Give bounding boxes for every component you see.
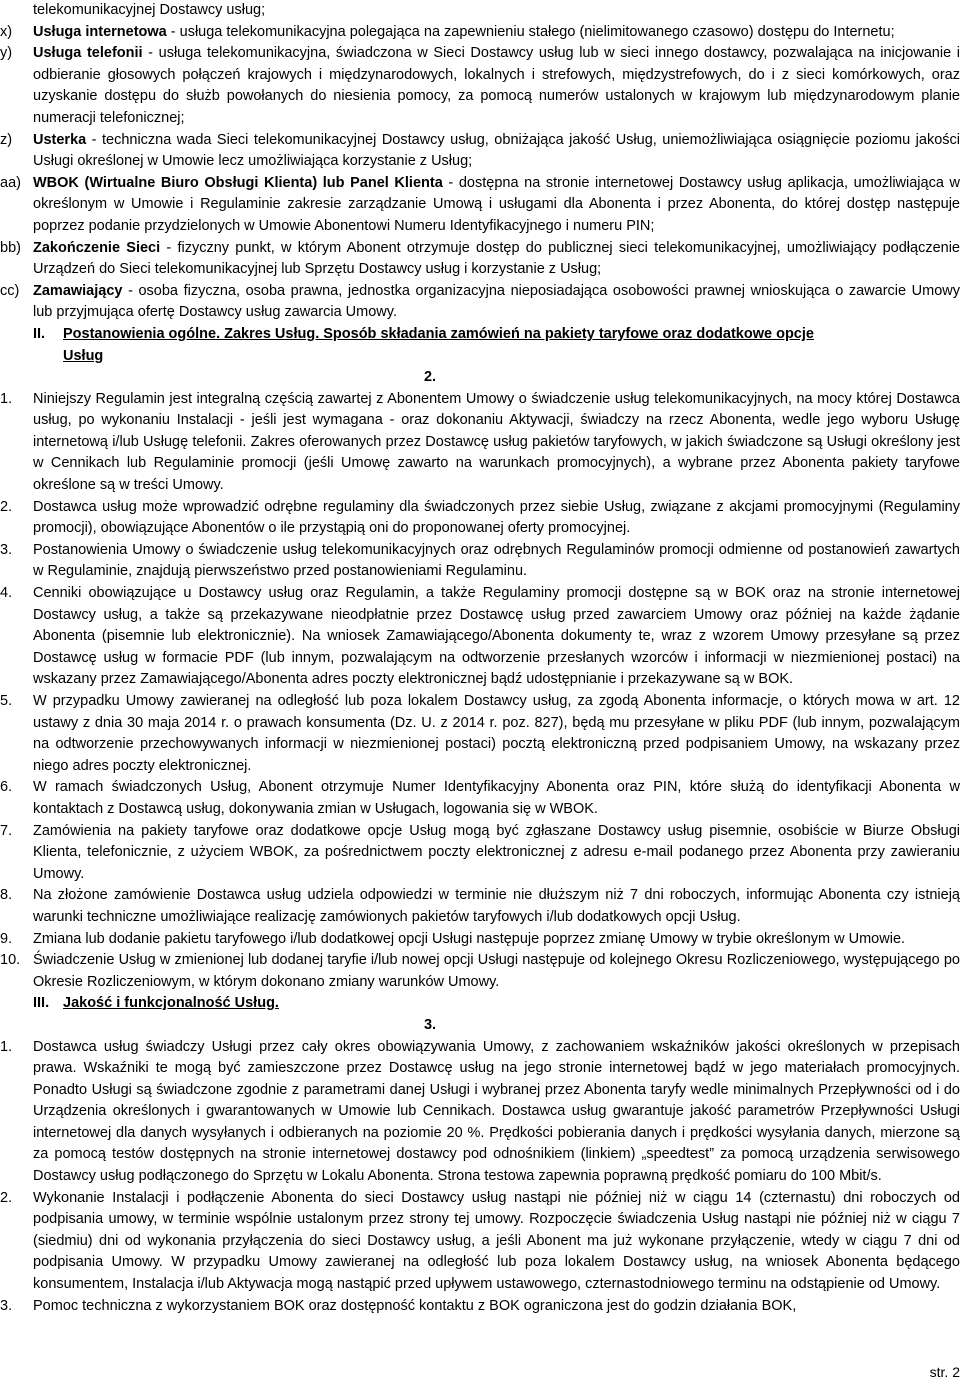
numbered-list	[0, 389, 960, 994]
item-text	[33, 173, 960, 238]
item-label: 4.	[0, 585, 13, 602]
definition-item	[0, 238, 960, 281]
list-item	[0, 950, 960, 993]
item-label: 7.	[0, 822, 13, 839]
item-label: 5.	[0, 693, 13, 709]
section-heading-2	[0, 324, 960, 346]
section-title: Jakość i funkcjonalność Usług.	[63, 995, 279, 1012]
definition-text: - fizyczny punkt, w którym Abonent otrzymuje dostęp do publicznej sieci telekomunikacyjnej, umożliwiający podłączenie Urządzeń do Sieci telekomunikacyjnej lub Sprzętu Dostawcy usług i korzystanie z Usług;	[33, 239, 960, 278]
list-item	[0, 540, 960, 583]
item-label: z)	[0, 131, 13, 148]
definition-item	[0, 43, 960, 129]
item-text: W ramach świadczonych Usług, Abonent otrzymuje Numer Identyfikacyjny Abonenta oraz PIN, które służą do identyfikacji Abonenta w kontaktach z Dostawcą usług, dokonywania zmian w Usługach, logowania się w WBOK.	[33, 779, 960, 817]
item-text: Zmiana lub dodanie pakietu taryfowego i/lub dodatkowej opcji Usługi następuje poprzez zmianę Umowy w trybie określonym w Umowie.	[33, 930, 906, 947]
definitions-list	[0, 22, 960, 324]
list-item	[0, 777, 960, 820]
item-text: Dostawca usług może wprowadzić odrębne regulaminy dla świadczonych przez siebie Usług, związane z akcjami promocyjnymi (Regulaminy promocji), obowiązujące Abonentów o ile przystąpią oni do proponowanej oferty promocyjnej.	[33, 498, 960, 537]
section-number: II.	[33, 325, 46, 342]
defined-term: Usługa internetowa	[33, 23, 167, 40]
item-label: bb)	[0, 239, 21, 256]
paragraph-mark: 2.	[423, 369, 437, 386]
continued-text: telekomunikacyjnej Dostawcy usług;	[33, 2, 266, 18]
section-title-cont: Usług	[63, 347, 104, 364]
defined-term: Zakończenie Sieci	[33, 239, 161, 256]
numbered-list	[0, 1037, 960, 1318]
item-label: 8.	[0, 887, 13, 904]
item-text: Wykonanie Instalacji i podłączenie Abonenta do sieci Dostawcy usług nastąpi nie później niż w ciągu 14 (czternastu) dni roboczych od podpisania umowy, w terminie wspólnie ustalonym przez strony tej umowy. Rozpoczęcie świadczenia Usług nastąpi nie później niż w ciągu 7 (siedmiu) dni od wykonania przyłączenia do sieci Dostawcy usług, a jeśli Abonent ma już wykonane przyłączenie, wtedy w ciągu 7 dni od podpisania Umowy. W przypadku Umowy zawieranej na odległość lub poza lokalem Dostawcy usług, na wniosek Abonenta będącego konsumentem, Instalacja i/lub Aktywacja mogą nastąpić przed upływem ustawowego, czternastodniowego terminu na odstąpienie od Umowy.	[33, 1189, 960, 1293]
definition-item	[0, 22, 960, 44]
list-item	[0, 885, 960, 928]
section-title: Postanowienia ogólne. Zakres Usług. Sposób składania zamówień na pakiety taryfowe oraz dodatkowe opcje	[63, 325, 814, 342]
item-text: Świadczenie Usług w zmienionej lub dodanej taryfie i/lub nowej opcji Usługi następuje od kolejnego Okresu Rozliczeniowego, występującego po Okresie Rozliczeniowym, w którym dokonano zmiany warunków Umowy.	[33, 952, 960, 990]
list-item	[0, 821, 960, 886]
definition-item	[0, 173, 960, 238]
item-label: y)	[0, 45, 13, 62]
list-item	[0, 497, 960, 540]
item-text	[33, 22, 960, 44]
item-label: 3.	[0, 1297, 13, 1314]
defined-term: Usterka	[33, 131, 87, 148]
item-label: 1.	[0, 390, 13, 407]
list-item	[0, 1296, 960, 1318]
item-label: 3.	[0, 541, 13, 558]
item-text: Pomoc techniczna z wykorzystaniem BOK oraz dostępność kontaktu z BOK ograniczona jest do godzin działania BOK,	[33, 1297, 797, 1314]
section-number: III.	[33, 995, 50, 1012]
item-text: Dostawca usług świadczy Usługi przez cały okres obowiązywania Umowy, z zachowaniem wskaźników jakości określonych w przepisach prawa. Wskaźniki te mogą być zamieszczone przez Dostawcę usług na jego stronie internetowej bądź w jego materiałach promocyjnych. Ponadto Usługi są świadczone zgodnie z parametrami danej Usługi i wybranej przez Abonenta taryfy wedle minimalnych Przepływności od i do Urządzenia określonych i gwarantowanych w Umowie lub Cennikach. Dostawca usług gwarantuje jakość parametrów Przepływności Usługi internetowej dla danych wysyłanych i odbieranych na poziomie 20 %. Prędkości pobierania danych i prędkości wysyłania danych, mierzone są za pomocą testów dostępnych na stronie internetowej dostawcy pod odnośnikiem (linkiem) „speedtest” za pomocą urządzenia serwisowego Dostawcy usług podłączonego do Sprzętu w Lokalu Abonenta. Strona testowa zapewnia poprawną prędkość pomiaru do 100 Mbit/s.	[33, 1038, 960, 1185]
definition-item	[0, 130, 960, 173]
item-label: 9.	[0, 930, 13, 947]
list-item	[0, 583, 960, 691]
list-item	[0, 1188, 960, 1296]
item-text	[33, 238, 960, 281]
list-item	[0, 1037, 960, 1188]
item-label: 10.	[0, 952, 21, 969]
defined-term: Usługa telefonii	[33, 45, 143, 62]
item-text: Na złożone zamówienie Dostawca usług udziela odpowiedzi w terminie nie dłuższym niż 7 dni roboczych, informując Abonenta czy istnieją warunki techniczne umożliwiające realizację zamówionych pakietów taryfowych i/lub dodatkowych opcji Usług.	[33, 887, 960, 925]
item-text	[33, 130, 960, 173]
item-text: Cenniki obowiązujące u Dostawcy usług oraz Regulamin, a także Regulaminy promocji dostępne są w BOK oraz na stronie internetowej Dostawcy usług, a także są przekazywane nieodpłatnie przez Dostawcę usług przed zawarciem Umowy oraz później na każde żądanie Abonenta (pisemnie lub elektronicznie). Na wniosek Zamawiającego/Abonenta dokumenty te, wraz z wzorem Umowy przesyłane są przez Dostawcę usług w formacie PDF (lub innym, pozwalającym na odtworzenie przesłanych wzorców i informacji w niezmienionej postaci) na wskazany przez Zamawiającego/Abonenta adres poczty elektronicznej bądź udostępnianie i przekazywane są w BOK.	[33, 585, 960, 688]
item-text: Postanowienia Umowy o świadczenie usług telekomunikacyjnych oraz odrębnych Regulaminów promocji odmienne od postanowień zawartych w Regulaminie, znajdują pierwszeństwo przed postanowieniami Regulaminu.	[33, 541, 960, 580]
definition-text: - osoba fizyczna, osoba prawna, jednostka organizacyjna nieposiadająca osobowości prawnej wnioskująca o zawarcie Umowy lub przyjmująca ofertę Dostawcy usług zawarcia Umowy.	[33, 282, 960, 321]
item-label: 1.	[0, 1038, 13, 1055]
item-label: x)	[0, 23, 13, 40]
item-label: 2.	[0, 1189, 13, 1206]
defined-term: WBOK (Wirtualne Biuro Obsługi Klienta) lub Panel Klienta	[33, 174, 443, 191]
item-label: aa)	[0, 174, 21, 191]
definition-text: - usługa telekomunikacyjna polegająca na zapewnieniu stałego (nielimitowanego czasowo) dostępu do Internetu;	[166, 23, 895, 40]
item-text	[33, 281, 960, 324]
definition-item	[0, 281, 960, 324]
definition-text: - dostępna na stronie internetowej Dostawcy usług aplikacja, umożliwiająca w określonym w Umowie i Regulaminie zakresie zarządzanie Umową i usługami dla Abonenta i przez Abonenta, do której dostęp następuje poprzez podanie przydzielonych w Umowie Abonentowi Numeru Identyfikacyjnego i numeru PIN;	[33, 174, 960, 234]
page-number: str. 2	[929, 1364, 960, 1381]
item-label: 2.	[0, 498, 13, 515]
list-item	[0, 929, 960, 951]
list-item	[0, 691, 960, 777]
item-text	[33, 43, 960, 129]
item-text: W przypadku Umowy zawieranej na odległość lub poza lokalem Dostawcy usług, za zgodą Abonenta informacje, o których mowa w art. 12 ustawy z dnia 30 maja 2014 r. o prawach konsumenta (Dz. U. z 2014 r. poz. 827), będą mu przesyłane w pliku PDF (lub innym, pozwalającym na odtworzenie przechowywanych informacji w niezmienionej postaci) pocztą elektroniczną przed podpisaniem Umowy, na wskazany przez niego adres poczty elektronicznej.	[33, 693, 960, 774]
section-heading-3	[0, 993, 960, 1015]
item-text: Zamówienia na pakiety taryfowe oraz dodatkowe opcje Usług mogą być zgłaszane Dostawcy usług pisemnie, osobiście w Biurze Obsługi Klienta, telefonicznie, z użyciem WBOK, za pośrednictwem poczty elektronicznej z adresu e-mail podanego przez Abonenta przy zawieraniu Umowy.	[33, 822, 960, 882]
item-label: 6.	[0, 779, 13, 796]
item-text: Niniejszy Regulamin jest integralną częścią zawartej z Abonentem Umowy o świadczenie usług telekomunikacyjnych, na mocy której Dostawca usług, po wykonaniu Instalacji - jeśli jest wymagana - oraz dokonaniu Aktywacji, świadczy na rzecz Abonenta, wedle jego wyboru Usługę internetową i/lub Usługę telefonii. Zakres oferowanych przez Dostawcę usług pakietów taryfowych, w jakich świadczone są Usługi określony jest w Cennikach lub Regulaminie promocji (jeśli Umowę zawarto na warunkach promocyjnych), a wybrane przez Abonenta pakiety taryfowe określone są w treści Umowy.	[33, 390, 960, 494]
paragraph-mark: 3.	[423, 1016, 437, 1033]
defined-term: Zamawiający	[33, 282, 123, 299]
definition-text: - usługa telekomunikacyjna, świadczona w Sieci Dostawcy usług lub w sieci innego dostawcy, pozwalająca na inicjowanie i odbieranie głosowych połączeń krajowych i międzynarodowych, lokalnych i strefowych, międzystrefowych, do i z sieci komórkowych, oraz uzyskanie dostępu do służb powołanych do niesienia pomocy, za pomocą numerów ustalonych w krajowym lub międzynarodowym planie numeracji telefonicznej;	[33, 45, 960, 126]
list-item	[0, 389, 960, 497]
item-label: cc)	[0, 282, 20, 299]
definition-text: - techniczna wada Sieci telekomunikacyjnej Dostawcy usług, obniżająca jakość Usług, uniemożliwiająca osiągnięcie poziomu jakości Usługi określonej w Umowie lecz umożliwiająca korzystanie z Usług;	[33, 131, 960, 170]
